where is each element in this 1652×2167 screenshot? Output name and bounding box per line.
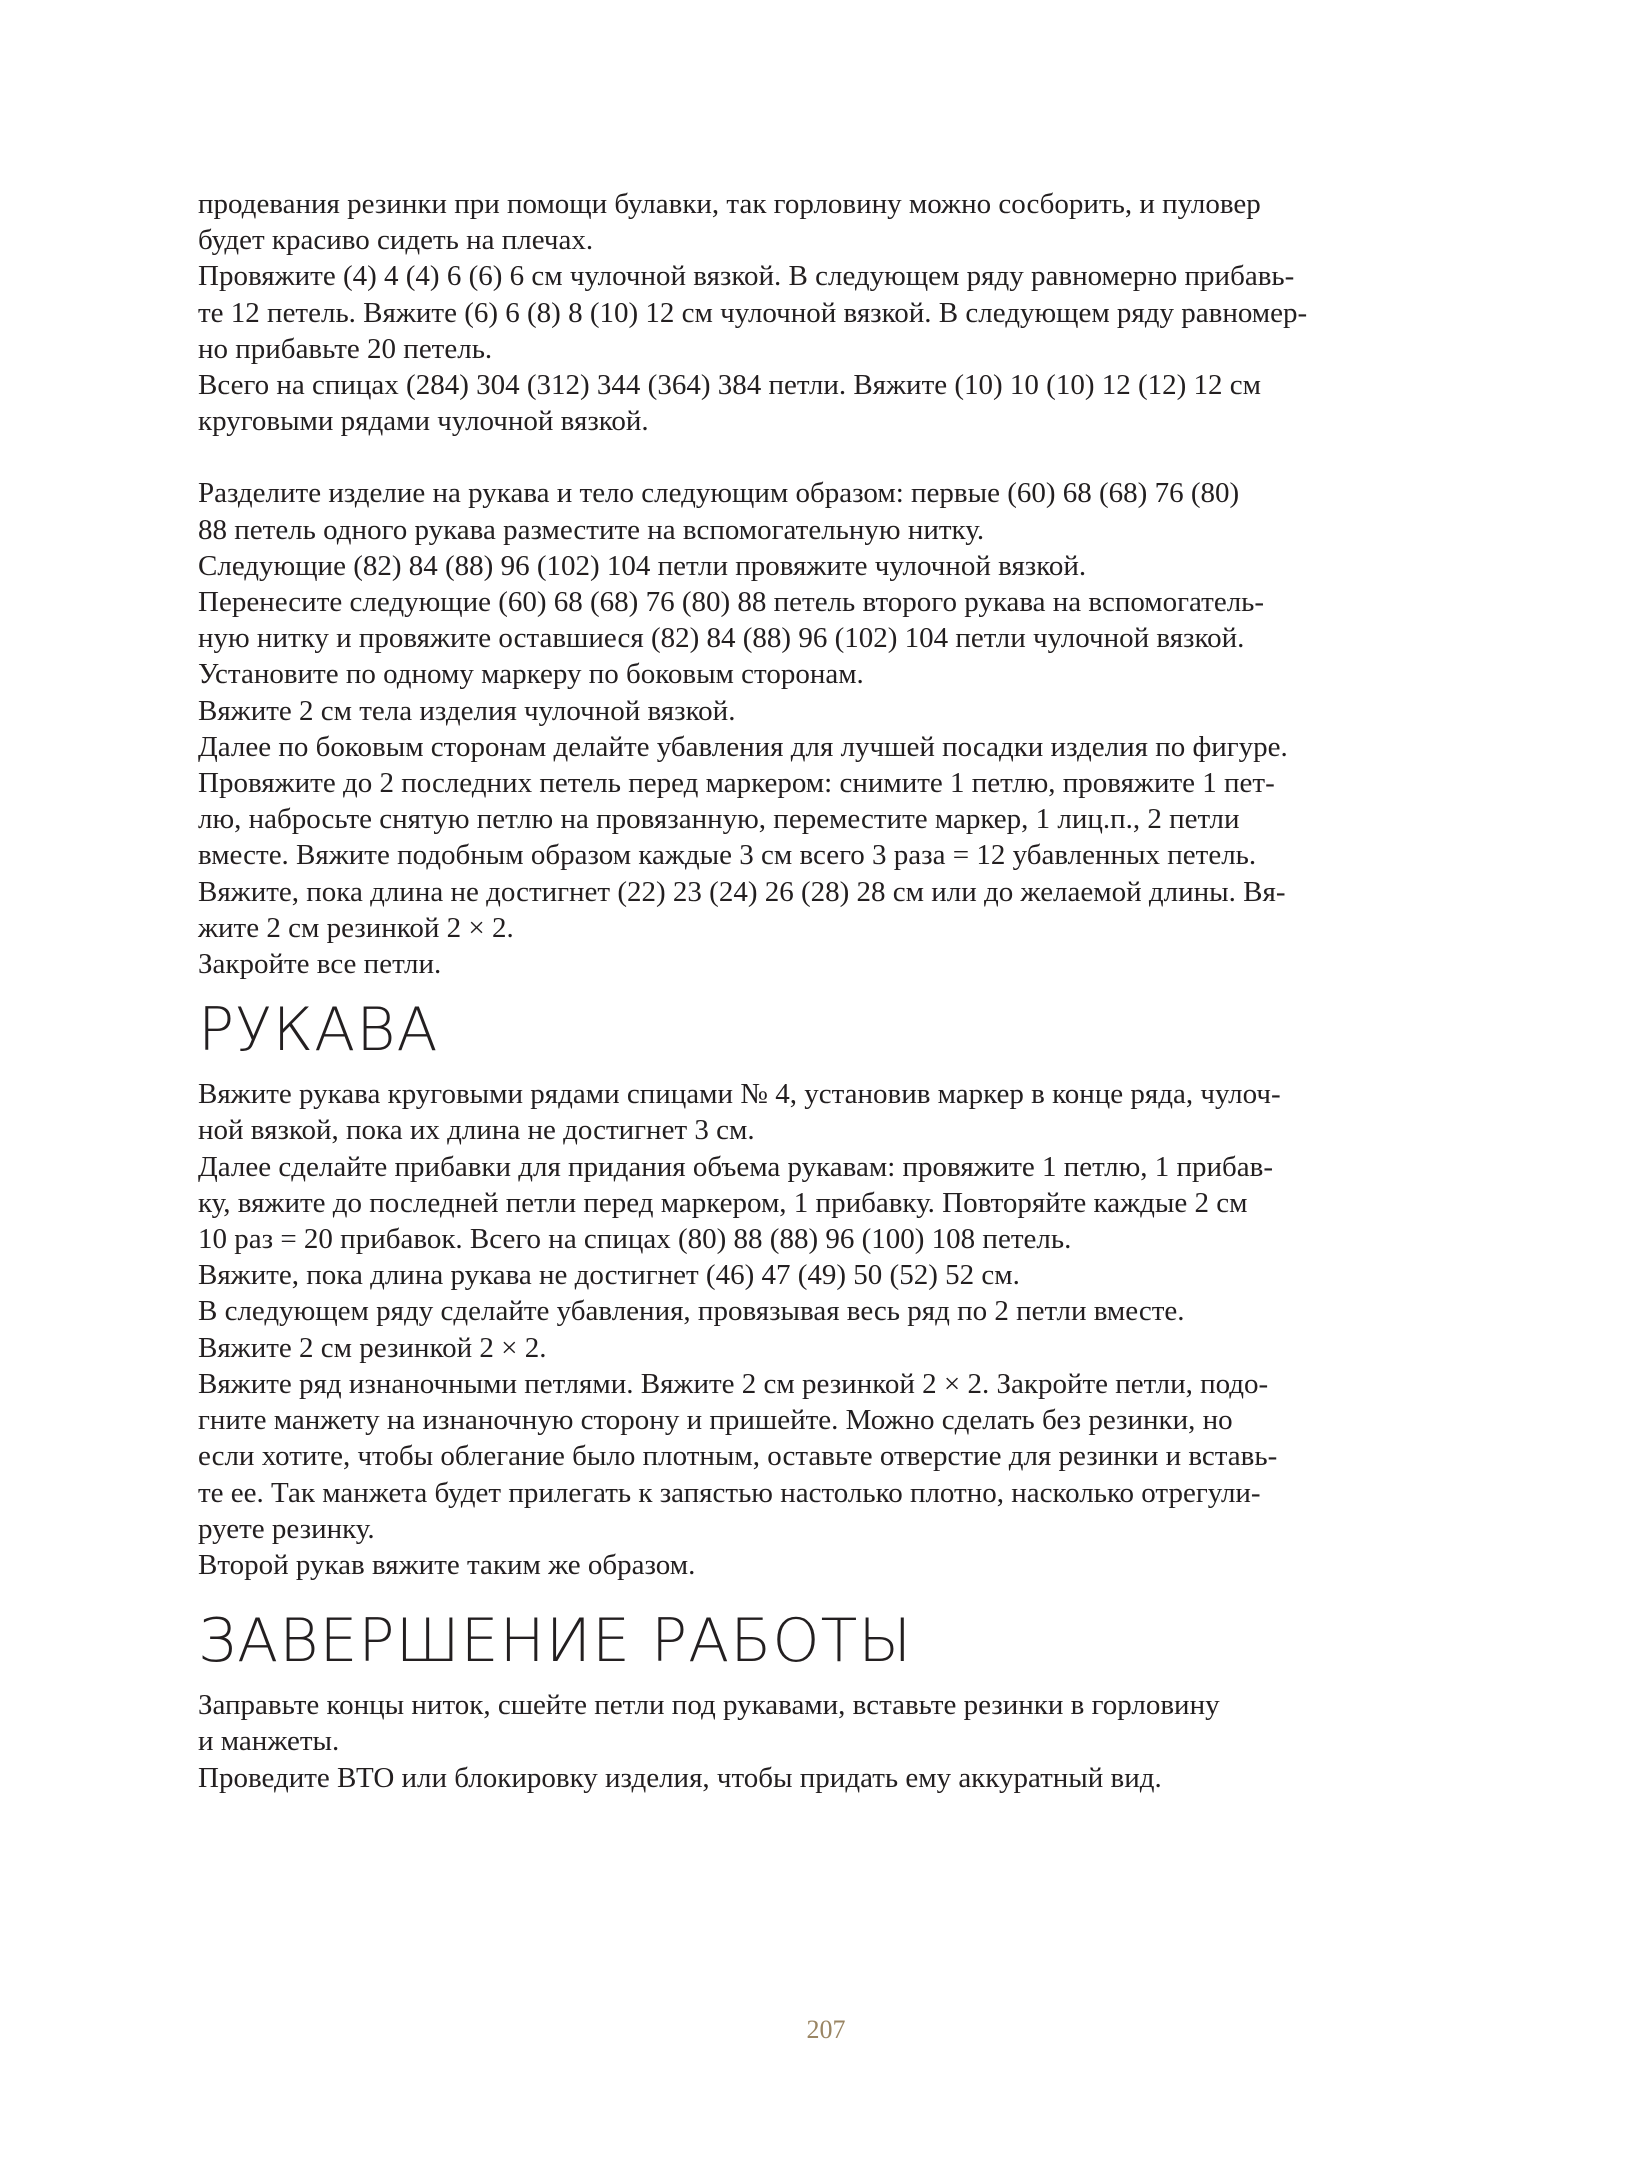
text-line: Следующие (82) 84 (88) 96 (102) 104 петли провяжите чулочной вязкой. bbox=[198, 549, 1087, 582]
text-line: если хотите, чтобы облегание было плотным, оставьте отверстие для резинки и вставь- bbox=[198, 1440, 1278, 1473]
section-heading-sleeves: РУКАВА bbox=[198, 995, 439, 1066]
text-line: ку, вяжите до последней петли перед маркером, 1 прибавку. Повторяйте каждые 2 см bbox=[198, 1186, 1248, 1219]
text-line: круговыми рядами чулочной вязкой. bbox=[198, 405, 649, 438]
text-line: гните манжету на изнаночную сторону и пришейте. Можно сделать без резинки, но bbox=[198, 1404, 1233, 1437]
text-line: В следующем ряду сделайте убавления, провязывая весь ряд по 2 петли вместе. bbox=[198, 1295, 1185, 1328]
text-line: но прибавьте 20 петель. bbox=[198, 332, 493, 365]
paragraph-gap bbox=[198, 439, 1388, 475]
text-line: продевания резинки при помощи булавки, так горловину можно сосборить, и пуловер bbox=[198, 188, 1261, 220]
text-line: 10 раз = 20 прибавок. Всего на спицах (80) 88 (88) 96 (100) 108 петель. bbox=[198, 1223, 1072, 1256]
text-line: Далее по боковым сторонам делайте убавления для лучшей посадки изделия по фигуре. bbox=[198, 730, 1288, 763]
text-line: Провяжите до 2 последних петель перед маркером: снимите 1 петлю, провяжите 1 пет- bbox=[198, 767, 1275, 800]
body-paragraph bbox=[198, 475, 1388, 982]
text-line: Вяжите, пока длина не достигнет (22) 23 (24) 26 (28) 28 см или до желаемой длины. Вя- bbox=[198, 875, 1286, 908]
page-number: 207 bbox=[806, 2015, 846, 2044]
text-line: и манжеты. bbox=[198, 1725, 340, 1758]
text-line: Второй рукав вяжите таким же образом. bbox=[198, 1548, 696, 1581]
text-line: Вяжите, пока длина рукава не достигнет (46) 47 (49) 50 (52) 52 см. bbox=[198, 1259, 1020, 1292]
text-line: Проведите ВТО или блокировку изделия, чтобы придать ему аккуратный вид. bbox=[198, 1761, 1162, 1794]
text-line: вместе. Вяжите подобным образом каждые 3 см всего 3 раза = 12 убавленных петель. bbox=[198, 839, 1257, 872]
text-line: Далее сделайте прибавки для придания объема рукавам: провяжите 1 петлю, 1 прибав- bbox=[198, 1150, 1274, 1183]
text-line: Разделите изделие на рукава и тело следующим образом: первые (60) 68 (68) 76 (80) bbox=[198, 477, 1240, 510]
text-line: Вяжите 2 см резинкой 2 × 2. bbox=[198, 1331, 547, 1364]
text-line: будет красиво сидеть на плечах. bbox=[198, 224, 594, 257]
text-line: Установите по одному маркеру по боковым сторонам. bbox=[198, 658, 864, 691]
text-line: Заправьте концы ниток, сшейте петли под рукавами, вставьте резинки в горловину bbox=[198, 1689, 1220, 1722]
text-line: ной вязкой, пока их длина не достигнет 3 см. bbox=[198, 1114, 755, 1147]
section-heading-finishing: ЗАВЕРШЕНИЕ РАБОТЫ bbox=[198, 1606, 913, 1677]
text-line: Вяжите ряд изнаночными петлями. Вяжите 2 см резинкой 2 × 2. Закройте петли, подо- bbox=[198, 1367, 1269, 1400]
text-line: руете резинку. bbox=[198, 1512, 375, 1545]
text-line: лю, набросьте снятую петлю на провязанную, переместите маркер, 1 лиц.п., 2 петли bbox=[198, 803, 1240, 836]
text-line: жите 2 см резинкой 2 × 2. bbox=[198, 911, 514, 944]
text-line: те 12 петель. Вяжите (6) 6 (8) 8 (10) 12 см чулочной вязкой. В следующем ряду равномер- bbox=[198, 296, 1308, 329]
text-line: Закройте все петли. bbox=[198, 948, 442, 981]
text-line: ную нитку и провяжите оставшиеся (82) 84 (88) 96 (102) 104 петли чулочной вязкой. bbox=[198, 622, 1245, 655]
text-line: Перенесите следующие (60) 68 (68) 76 (80) 88 петель второго рукава на вспомогатель- bbox=[198, 586, 1265, 619]
finishing-paragraph bbox=[198, 1687, 1388, 1796]
intro-paragraph bbox=[198, 186, 1388, 439]
sleeves-paragraph bbox=[198, 1076, 1388, 1583]
text-line: Провяжите (4) 4 (4) 6 (6) 6 см чулочной вязкой. В следующем ряду равномерно прибавь- bbox=[198, 260, 1295, 293]
text-line: те ее. Так манжета будет прилегать к запястью настолько плотно, насколько отрегули- bbox=[198, 1476, 1261, 1509]
text-line: Всего на спицах (284) 304 (312) 344 (364) 384 петли. Вяжите (10) 10 (10) 12 (12) 12 см bbox=[198, 369, 1262, 402]
text-line: Вяжите рукава круговыми рядами спицами № 4, установив маркер в конце ряда, чулоч- bbox=[198, 1078, 1281, 1111]
text-line: Вяжите 2 см тела изделия чулочной вязкой. bbox=[198, 694, 736, 727]
page-content bbox=[198, 186, 1388, 1796]
text-line: 88 петель одного рукава разместите на вспомогательную нитку. bbox=[198, 513, 985, 546]
